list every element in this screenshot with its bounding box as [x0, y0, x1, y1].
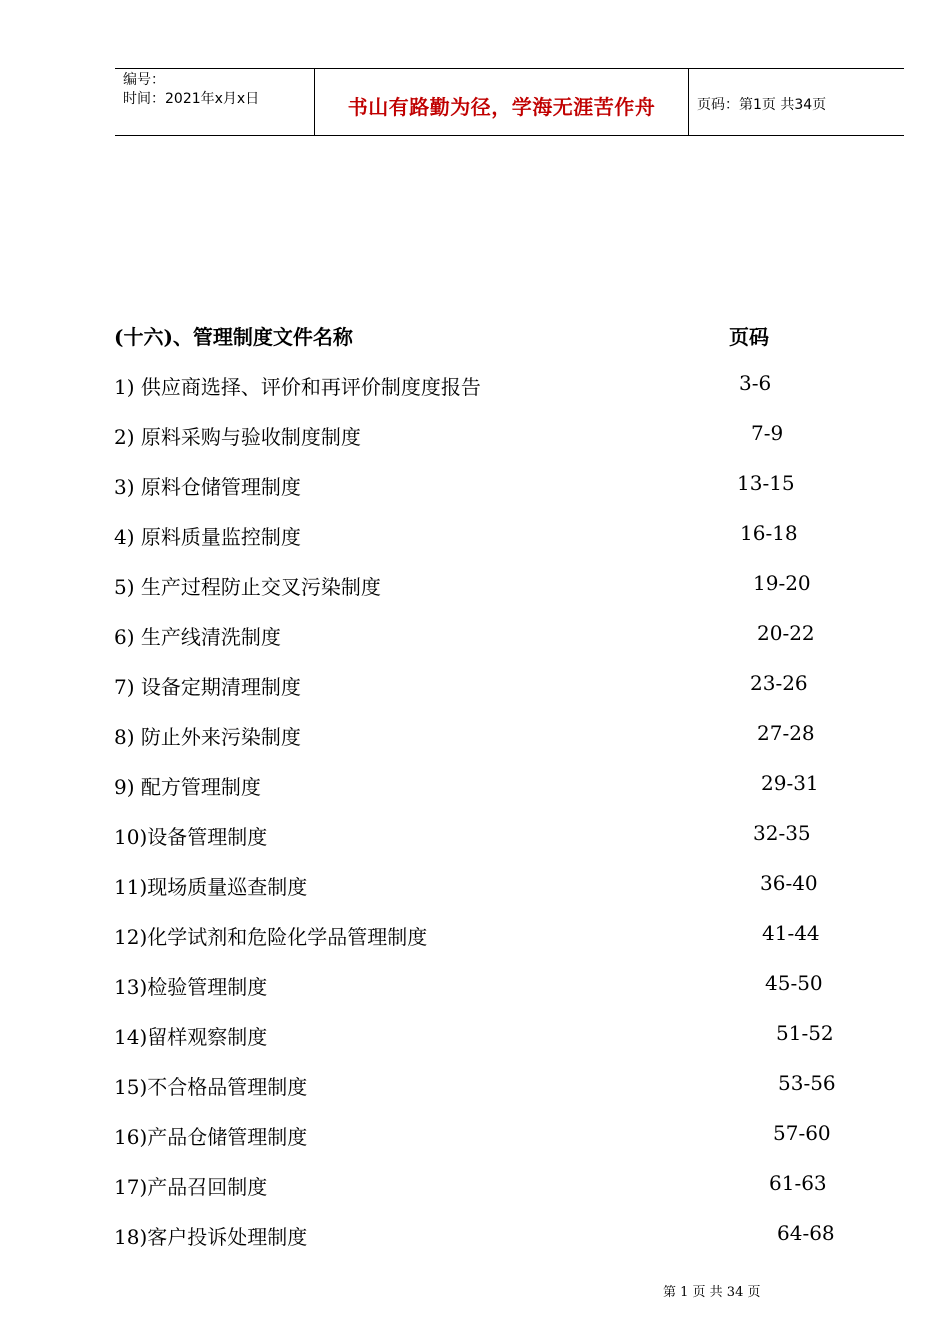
toc-item-pages: 51-52	[776, 1021, 834, 1045]
toc-item-pages: 41-44	[762, 921, 820, 945]
toc-item-pages: 16-18	[740, 521, 798, 545]
toc-item-pages: 20-22	[757, 621, 815, 645]
toc-item-title: 12)化学试剂和危险化学品管理制度	[114, 925, 428, 949]
footer-page-number: 第 1 页 共 34 页	[663, 1285, 761, 1300]
toc-item	[0, 1071, 950, 1101]
toc-item-pages: 32-35	[753, 821, 811, 845]
toc-item-title: 18)客户投诉处理制度	[114, 1225, 308, 1249]
toc-item	[0, 371, 950, 401]
toc-item-title: 17)产品召回制度	[114, 1175, 268, 1199]
toc-item-pages: 57-60	[773, 1121, 831, 1145]
page-header	[115, 68, 904, 136]
toc-item-title: 1) 供应商选择、评价和再评价制度度报告	[114, 375, 481, 399]
toc-item	[0, 471, 950, 501]
header-motto: 书山有路勤为径，学海无涯苦作舟	[347, 95, 656, 119]
toc-item-pages: 13-15	[737, 471, 795, 495]
toc-item	[0, 571, 950, 601]
toc-item-title: 8) 防止外来污染制度	[114, 725, 301, 749]
toc-item	[0, 421, 950, 451]
toc-item-pages: 36-40	[760, 871, 818, 895]
toc-item-title: 6) 生产线清洗制度	[114, 625, 281, 649]
toc-item	[0, 671, 950, 701]
toc-item-title: 13)检验管理制度	[114, 975, 268, 999]
toc-item-title: 2) 原料采购与验收制度制度	[114, 425, 361, 449]
toc-item	[0, 721, 950, 751]
toc-item	[0, 521, 950, 551]
toc-item-title: 9) 配方管理制度	[114, 775, 261, 799]
toc-item	[0, 971, 950, 1001]
toc-item	[0, 1121, 950, 1151]
toc-item	[0, 921, 950, 951]
toc-item-pages: 64-68	[777, 1221, 835, 1245]
toc-item-title: 14)留样观察制度	[114, 1025, 268, 1049]
toc-item	[0, 1221, 950, 1251]
toc-item-title: 7) 设备定期清理制度	[114, 675, 301, 699]
toc-item-title: 5) 生产过程防止交叉污染制度	[114, 575, 381, 599]
toc-item-pages: 19-20	[753, 571, 811, 595]
toc-item	[0, 1021, 950, 1051]
toc-item-pages: 7-9	[751, 421, 784, 445]
toc-item-pages: 53-56	[778, 1071, 836, 1095]
document-number-label: 编号：	[123, 72, 165, 88]
toc-item	[0, 621, 950, 651]
toc-item-pages: 3-6	[739, 371, 772, 395]
document-time-label: 时间：2021年x月x日	[123, 91, 260, 107]
toc-item-title: 11)现场质量巡查制度	[114, 875, 308, 899]
header-divider	[688, 69, 689, 135]
toc-item	[0, 871, 950, 901]
toc-item-title: 10)设备管理制度	[114, 825, 268, 849]
toc-item-pages: 27-28	[757, 721, 815, 745]
toc-item	[0, 1171, 950, 1201]
toc-item-title: 3) 原料仓储管理制度	[114, 475, 301, 499]
toc-item-pages: 61-63	[769, 1171, 827, 1195]
header-page-info: 页码：第1页 共34页	[697, 97, 827, 113]
toc-item-pages: 29-31	[761, 771, 819, 795]
toc-heading: (十六)、管理制度文件名称	[114, 325, 353, 349]
toc-item-pages: 23-26	[750, 671, 808, 695]
toc-item-title: 4) 原料质量监控制度	[114, 525, 301, 549]
toc-item-title: 15)不合格品管理制度	[114, 1075, 308, 1099]
toc-item-title: 16)产品仓储管理制度	[114, 1125, 308, 1149]
toc-item-pages: 45-50	[765, 971, 823, 995]
toc-page-heading: 页码	[729, 325, 769, 349]
toc-item	[0, 771, 950, 801]
toc-item	[0, 821, 950, 851]
header-meta	[123, 71, 259, 109]
